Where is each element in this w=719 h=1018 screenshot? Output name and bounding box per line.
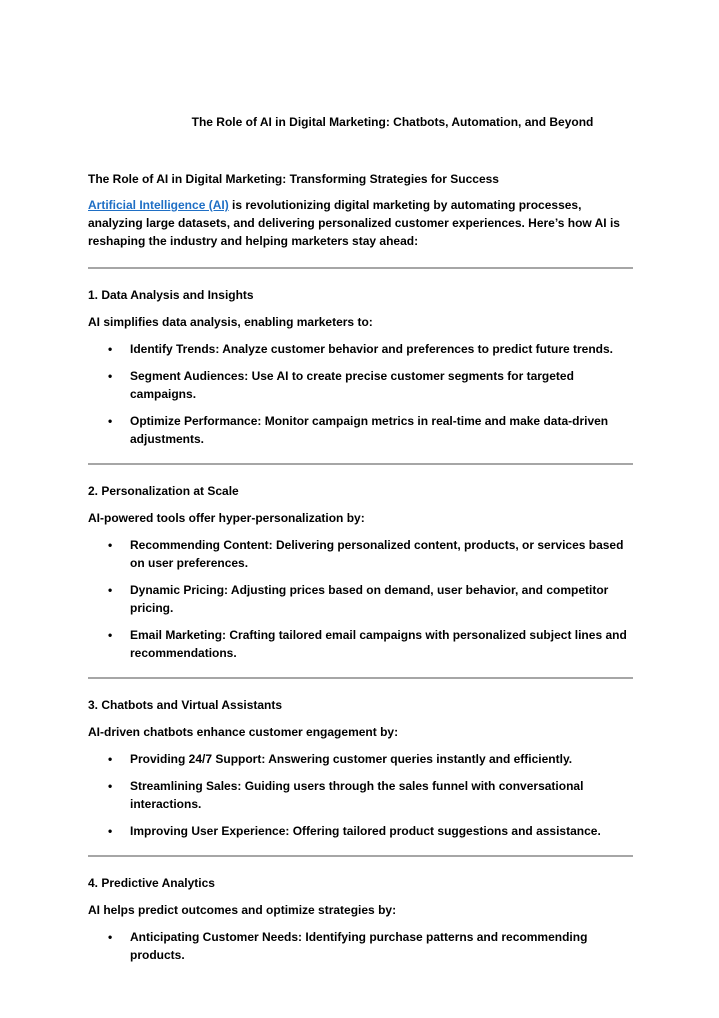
list-item-text: Email Marketing: Crafting tailored email campaigns with personalized subject lines and recommendations. [130, 628, 627, 660]
list-item [88, 581, 633, 617]
bullet-icon: • [108, 538, 113, 552]
section-heading: 2. Personalization at Scale [88, 484, 239, 498]
bullet-icon: • [108, 369, 113, 383]
intro-text: is revolutionizing digital marketing by automating processes, analyzing large datasets, and delivering personalized customer experiences. Here’s how AI is reshaping the industry and helping marketers stay ahead: [88, 198, 620, 248]
bullet-icon: • [108, 583, 113, 597]
section-predictive-analytics [88, 857, 633, 979]
document-subtitle: The Role of AI in Digital Marketing: Transforming Strategies for Success [88, 172, 499, 186]
list-item-text: Dynamic Pricing: Adjusting prices based on demand, user behavior, and competitor pricing. [130, 583, 609, 615]
section-lead: AI helps predict outcomes and optimize strategies by: [88, 903, 397, 917]
list-item [88, 822, 633, 840]
list-item-text: Streamlining Sales: Guiding users through the sales funnel with conversational interactions. [130, 779, 584, 811]
section-heading: 4. Predictive Analytics [88, 876, 215, 890]
bullet-list [88, 340, 633, 448]
list-item [88, 340, 633, 358]
bullet-icon: • [108, 342, 113, 356]
list-item [88, 626, 633, 662]
bullet-icon: • [108, 752, 113, 766]
bullet-icon: • [108, 414, 113, 428]
list-item-text: Anticipating Customer Needs: Identifying purchase patterns and recommending products. [130, 930, 588, 962]
ai-link[interactable]: Artificial Intelligence (AI) [88, 198, 229, 212]
section-data-analysis [88, 269, 633, 463]
section-lead: AI-powered tools offer hyper-personalization by: [88, 511, 365, 525]
bullet-list [88, 750, 633, 840]
bullet-list [88, 928, 633, 964]
document-title: The Role of AI in Digital Marketing: Chatbots, Automation, and Beyond [191, 115, 594, 129]
bullet-icon: • [108, 779, 113, 793]
list-item-text: Improving User Experience: Offering tailored product suggestions and assistance. [130, 824, 601, 838]
list-item-text: Providing 24/7 Support: Answering customer queries instantly and efficiently. [130, 752, 573, 766]
section-personalization [88, 465, 633, 677]
list-item-text: Recommending Content: Delivering personalized content, products, or services based on user preferences. [130, 538, 624, 570]
section-heading: 3. Chatbots and Virtual Assistants [88, 698, 283, 712]
list-item-text: Optimize Performance: Monitor campaign metrics in real-time and make data-driven adjustments. [130, 414, 609, 446]
section-lead: AI-driven chatbots enhance customer engagement by: [88, 725, 399, 739]
section-heading: 1. Data Analysis and Insights [88, 288, 254, 302]
document-body [88, 170, 633, 979]
list-item [88, 777, 633, 813]
list-item-text: Segment Audiences: Use AI to create precise customer segments for targeted campaigns. [130, 369, 574, 401]
list-item [88, 536, 633, 572]
bullet-icon: • [108, 628, 113, 642]
intro-paragraph [88, 196, 633, 250]
bullet-icon: • [108, 824, 113, 838]
bullet-icon: • [108, 930, 113, 944]
list-item [88, 367, 633, 403]
section-chatbots [88, 679, 633, 855]
list-item [88, 928, 633, 964]
list-item-text: Identify Trends: Analyze customer behavior and preferences to predict future trends. [130, 342, 613, 356]
bullet-list [88, 536, 633, 662]
section-lead: AI simplifies data analysis, enabling marketers to: [88, 315, 373, 329]
list-item [88, 750, 633, 768]
list-item [88, 412, 633, 448]
